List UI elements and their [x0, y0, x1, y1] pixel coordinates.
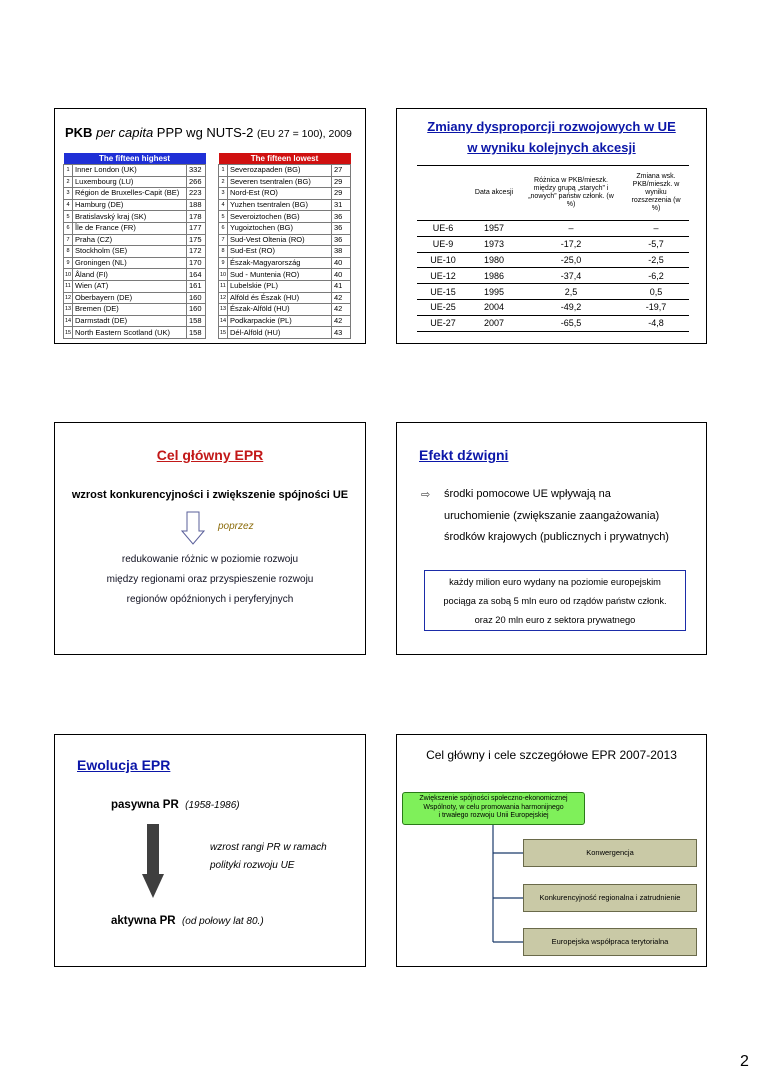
- region-name: Sud - Muntenia (RO): [228, 269, 332, 281]
- accession-year: 1995: [469, 284, 519, 300]
- accession-diff: -49,2: [519, 299, 623, 315]
- region-name: Észak-Magyarország: [228, 257, 332, 269]
- region-row: [64, 269, 206, 281]
- box-line2: pociąga za sobą 5 mln euro od rządów państw członk.: [443, 596, 667, 606]
- region-name: Hamburg (DE): [73, 199, 187, 211]
- page-number: 2: [740, 1053, 749, 1070]
- accession-row: [417, 221, 689, 237]
- region-rank: 2: [219, 176, 228, 188]
- means-line3: regionów opóźnionych i peryferyjnych: [126, 594, 294, 605]
- col-date: Data akcesji: [469, 166, 519, 221]
- region-row: [219, 315, 351, 327]
- region-row: [219, 246, 351, 258]
- region-value: 177: [187, 222, 206, 234]
- region-row: [219, 269, 351, 281]
- region-rank: 1: [219, 165, 228, 177]
- region-value: 42: [332, 315, 351, 327]
- accession-row: [417, 268, 689, 284]
- region-name: Podkarpackie (PL): [228, 315, 332, 327]
- region-row: [64, 176, 206, 188]
- region-name: Groningen (NL): [73, 257, 187, 269]
- region-rank: 4: [64, 199, 73, 211]
- accession-change: -4,8: [623, 315, 689, 331]
- region-rank: 15: [219, 327, 228, 339]
- region-name: Bratislavský kraj (SK): [73, 211, 187, 223]
- region-name: Severoiztochen (BG): [228, 211, 332, 223]
- goal-text: wzrost konkurencyjności i zwiększenie spójności UE: [71, 489, 349, 501]
- arrow-bullet-icon: ⇨: [421, 489, 431, 501]
- accession-diff: –: [519, 221, 623, 237]
- leverage-line3: środków krajowych (publicznych i prywatnych): [444, 531, 669, 543]
- region-name: Åland (FI): [73, 269, 187, 281]
- accession-group: UE-9: [417, 236, 469, 252]
- region-value: 160: [187, 292, 206, 304]
- region-rank: 7: [219, 234, 228, 246]
- slide-main-goal: [54, 422, 366, 655]
- accession-year: 1980: [469, 252, 519, 268]
- accession-year: 1986: [469, 268, 519, 284]
- region-row: [219, 165, 351, 177]
- region-value: 164: [187, 269, 206, 281]
- region-rank: 3: [219, 188, 228, 200]
- accession-change: -19,7: [623, 299, 689, 315]
- region-value: 36: [332, 222, 351, 234]
- region-name: Praha (CZ): [73, 234, 187, 246]
- highest-regions-table: [63, 153, 206, 339]
- region-value: 332: [187, 165, 206, 177]
- region-row: [219, 257, 351, 269]
- region-rank: 7: [64, 234, 73, 246]
- region-name: North Eastern Scotland (UK): [73, 327, 187, 339]
- region-rank: 14: [219, 315, 228, 327]
- accession-group: UE-15: [417, 284, 469, 300]
- region-row: [219, 222, 351, 234]
- accession-change: -5,7: [623, 236, 689, 252]
- accession-change: -2,5: [623, 252, 689, 268]
- region-row: [64, 257, 206, 269]
- lowest-regions-table: [218, 153, 351, 339]
- region-row: [64, 327, 206, 339]
- region-rank: 15: [64, 327, 73, 339]
- region-name: Sud-Est (RO): [228, 246, 332, 258]
- accession-year: 2004: [469, 299, 519, 315]
- accession-row: [417, 236, 689, 252]
- accession-table: [417, 165, 689, 332]
- region-value: 266: [187, 176, 206, 188]
- region-value: 188: [187, 199, 206, 211]
- region-name: Nord-Est (RO): [228, 188, 332, 200]
- region-name: Luxembourg (LU): [73, 176, 187, 188]
- region-rank: 6: [64, 222, 73, 234]
- means-line2: między regionami oraz przyspieszenie rozwoju: [106, 574, 314, 585]
- accession-change: –: [623, 221, 689, 237]
- region-rank: 9: [219, 257, 228, 269]
- region-rank: 5: [64, 211, 73, 223]
- slide-disparities: [396, 108, 707, 344]
- slide-gdp-nuts2: [54, 108, 366, 344]
- region-rank: 14: [64, 315, 73, 327]
- accession-group: UE-25: [417, 299, 469, 315]
- region-value: 158: [187, 315, 206, 327]
- region-value: 27: [332, 165, 351, 177]
- region-value: 175: [187, 234, 206, 246]
- accession-diff: -37,4: [519, 268, 623, 284]
- accession-group: UE-12: [417, 268, 469, 284]
- region-value: 42: [332, 292, 351, 304]
- poprzez-label: poprzez: [218, 521, 254, 532]
- region-value: 31: [332, 199, 351, 211]
- active-policy: aktywna PR (od połowy lat 80.): [111, 915, 264, 927]
- region-row: [219, 234, 351, 246]
- region-value: 178: [187, 211, 206, 223]
- region-rank: 4: [219, 199, 228, 211]
- region-row: [219, 292, 351, 304]
- slide-objectives: [396, 734, 707, 967]
- accession-diff: -17,2: [519, 236, 623, 252]
- objective-territorial-cooperation: Europejska współpraca terytorialna: [523, 928, 697, 956]
- region-row: [219, 188, 351, 200]
- slide5-title: Ewolucja EPR: [77, 757, 171, 773]
- region-name: Yugoiztochen (BG): [228, 222, 332, 234]
- region-name: Sud-Vest Oltenia (RO): [228, 234, 332, 246]
- objective-competitiveness: Konkurencyjność regionalna i zatrudnienie: [523, 884, 697, 912]
- region-value: 42: [332, 304, 351, 316]
- accession-row: [417, 299, 689, 315]
- accession-row: [417, 284, 689, 300]
- region-row: [219, 176, 351, 188]
- region-row: [64, 211, 206, 223]
- region-name: Severozapaden (BG): [228, 165, 332, 177]
- accession-row: [417, 252, 689, 268]
- region-rank: 8: [219, 246, 228, 258]
- region-name: Dél-Alföld (HU): [228, 327, 332, 339]
- leverage-line1: środki pomocowe UE wpływają na: [444, 488, 611, 500]
- accession-change: -6,2: [623, 268, 689, 284]
- region-value: 40: [332, 269, 351, 281]
- region-value: 36: [332, 211, 351, 223]
- accession-group: UE-6: [417, 221, 469, 237]
- region-name: Darmstadt (DE): [73, 315, 187, 327]
- region-rank: 8: [64, 246, 73, 258]
- region-name: Severen tsentralen (BG): [228, 176, 332, 188]
- region-name: Bremen (DE): [73, 304, 187, 316]
- region-value: 158: [187, 327, 206, 339]
- region-row: [64, 199, 206, 211]
- region-name: Île de France (FR): [73, 222, 187, 234]
- region-value: 29: [332, 188, 351, 200]
- main-objective-box: Zwiększenie spójności społeczno-ekonomicznej Wspólnoty, w celu promowania harmonijnego i trwałego rozwoju Unii Europejskiej: [402, 792, 585, 825]
- region-name: Alföld és Észak (HU): [228, 292, 332, 304]
- region-rank: 5: [219, 211, 228, 223]
- region-name: Stockholm (SE): [73, 246, 187, 258]
- accession-group: UE-10: [417, 252, 469, 268]
- region-row: [219, 304, 351, 316]
- region-value: 36: [332, 234, 351, 246]
- accession-row: [417, 315, 689, 331]
- region-row: [64, 246, 206, 258]
- region-value: 223: [187, 188, 206, 200]
- slide2-title-line2: w wyniku kolejnych akcesji: [467, 140, 636, 155]
- region-name: Wien (AT): [73, 280, 187, 292]
- region-name: Oberbayern (DE): [73, 292, 187, 304]
- region-rank: 13: [64, 304, 73, 316]
- region-value: 38: [332, 246, 351, 258]
- region-rank: 12: [64, 292, 73, 304]
- slide3-title: Cel główny EPR: [156, 447, 264, 463]
- region-rank: 2: [64, 176, 73, 188]
- slide1-title: PKB per capita PPP wg NUTS-2 (EU 27 = 100), 2009: [65, 125, 352, 140]
- region-rank: 6: [219, 222, 228, 234]
- down-arrow-icon: [141, 824, 165, 899]
- accession-change: 0,5: [623, 284, 689, 300]
- highest-header: The fifteen highest: [64, 153, 206, 165]
- col-change: Zmiana wsk. PKB/mieszk. w wyniku rozszerzenia (w %): [623, 166, 689, 221]
- region-name: Inner London (UK): [73, 165, 187, 177]
- slide6-title: Cel główny i cele szczegółowe EPR 2007-2013: [426, 748, 677, 762]
- region-rank: 11: [219, 280, 228, 292]
- region-rank: 10: [219, 269, 228, 281]
- accession-year: 2007: [469, 315, 519, 331]
- accession-diff: -65,5: [519, 315, 623, 331]
- region-rank: 11: [64, 280, 73, 292]
- means-line1: redukowanie różnic w poziomie rozwoju: [121, 554, 299, 565]
- region-value: 43: [332, 327, 351, 339]
- region-row: [219, 327, 351, 339]
- leverage-box: [424, 570, 686, 631]
- region-row: [64, 292, 206, 304]
- region-name: Yuzhen tsentralen (BG): [228, 199, 332, 211]
- down-arrow-icon: [181, 511, 205, 545]
- region-row: [219, 280, 351, 292]
- region-rank: 3: [64, 188, 73, 200]
- region-value: 161: [187, 280, 206, 292]
- region-value: 170: [187, 257, 206, 269]
- box-line1: każdy milion euro wydany na poziomie europejskim: [449, 577, 661, 587]
- leverage-line2: uruchomienie (zwiększanie zaangażowania): [444, 510, 660, 522]
- region-rank: 9: [64, 257, 73, 269]
- objective-convergence: Konwergencja: [523, 839, 697, 867]
- slide-evolution: [54, 734, 366, 967]
- box-line3: oraz 20 mln euro z sektora prywatnego: [474, 615, 636, 625]
- accession-year: 1973: [469, 236, 519, 252]
- why-line2: polityki rozwoju UE: [210, 860, 295, 871]
- region-value: 160: [187, 304, 206, 316]
- region-value: 172: [187, 246, 206, 258]
- accession-year: 1957: [469, 221, 519, 237]
- region-value: 41: [332, 280, 351, 292]
- accession-group: UE-27: [417, 315, 469, 331]
- region-name: Észak-Alföld (HU): [228, 304, 332, 316]
- region-rank: 13: [219, 304, 228, 316]
- slide4-title: Efekt dźwigni: [419, 447, 509, 463]
- region-rank: 10: [64, 269, 73, 281]
- region-row: [64, 188, 206, 200]
- region-name: Lubelskie (PL): [228, 280, 332, 292]
- region-row: [219, 199, 351, 211]
- passive-policy: pasywna PR (1958-1986): [111, 799, 240, 811]
- region-row: [64, 315, 206, 327]
- region-rank: 1: [64, 165, 73, 177]
- region-row: [219, 211, 351, 223]
- accession-diff: -25,0: [519, 252, 623, 268]
- region-row: [64, 165, 206, 177]
- region-value: 40: [332, 257, 351, 269]
- why-line1: wzrost rangi PR w ramach: [210, 842, 327, 853]
- region-row: [64, 234, 206, 246]
- region-value: 29: [332, 176, 351, 188]
- slide-leverage: [396, 422, 707, 655]
- lowest-header: The fifteen lowest: [219, 153, 351, 165]
- region-rank: 12: [219, 292, 228, 304]
- region-row: [64, 304, 206, 316]
- accession-diff: 2,5: [519, 284, 623, 300]
- region-row: [64, 222, 206, 234]
- region-row: [64, 280, 206, 292]
- col-diff: Różnica w PKB/mieszk. między grupą „starych” i „nowych” państw członk. (w %): [519, 166, 623, 221]
- region-name: Région de Bruxelles-Capit (BE): [73, 188, 187, 200]
- slide2-title-line1: Zmiany dysproporcji rozwojowych w UE: [427, 119, 676, 134]
